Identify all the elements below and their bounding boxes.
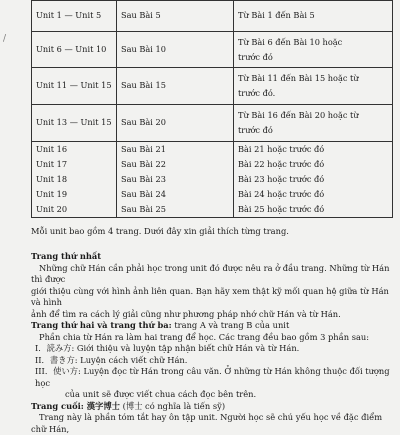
table-row bbox=[32, 68, 393, 105]
cell-from-lesson bbox=[234, 105, 393, 142]
cell-line: Từ Bài 1 đến Bài 5 bbox=[238, 10, 315, 21]
cell-line: Từ Bài 16 đến Bài 20 hoặc từ bbox=[238, 110, 359, 120]
cell-line: Sau Bài 25 bbox=[121, 204, 166, 214]
cell-line: Unit 13 — Unit 15 bbox=[36, 117, 112, 128]
cell-unit-range bbox=[32, 105, 117, 142]
page-1-line-1: Những chữ Hán cần phải học trong unit đó được nêu ra ở đầu trang. Những từ Hán thì được bbox=[31, 262, 390, 284]
item-text: Giới thiệu và luyện tập nhận biết chữ Hán và từ Hán. bbox=[74, 343, 300, 353]
heading-last-page-bold: Trang cuối: 漢字博士 bbox=[31, 400, 120, 411]
cell-after-lesson bbox=[117, 1, 234, 32]
cell-line: Unit 1 — Unit 5 bbox=[36, 10, 102, 21]
cell-line: Bài 22 hoặc trước đó bbox=[238, 159, 325, 169]
cell-unit-range bbox=[32, 68, 117, 105]
cell-from-lesson bbox=[234, 68, 393, 105]
section-item-1 bbox=[31, 343, 395, 355]
cell-from-lesson bbox=[234, 142, 393, 218]
heading-page-2-3-rest: trang A và trang B của unit bbox=[171, 320, 290, 330]
page-1-line-3: ảnh để tìm ra cách lý giải cũng như phương pháp nhớ chữ Hán và từ Hán. bbox=[31, 308, 341, 319]
heading-last-page-rest: (博士 có nghĩa là tiến sỹ) bbox=[119, 400, 226, 411]
item-japanese: 読み方: bbox=[46, 343, 75, 353]
table-row bbox=[32, 142, 393, 218]
item-text: Luyện đọc từ Hán trong câu văn. Ở những từ Hán không thuộc đối tượng học bbox=[35, 366, 390, 388]
table-row bbox=[32, 105, 393, 142]
heading-last-page bbox=[31, 401, 395, 413]
page-descriptions bbox=[31, 251, 395, 435]
heading-page-2-3 bbox=[31, 320, 395, 332]
heading-page-2-3-bold: Trang thứ hai và trang thứ ba: bbox=[31, 320, 172, 330]
cell-line: Sau Bài 5 bbox=[121, 10, 161, 21]
cell-after-lesson bbox=[117, 142, 234, 218]
section-item-2 bbox=[31, 355, 395, 367]
cell-line: Unit 18 bbox=[36, 174, 68, 184]
cell-from-lesson bbox=[234, 32, 393, 68]
cell-line: Bài 23 hoặc trước đó bbox=[238, 174, 325, 184]
cell-line: Sau Bài 24 bbox=[121, 189, 166, 199]
cell-after-lesson bbox=[117, 105, 234, 142]
cell-line: Unit 11 — Unit 15 bbox=[36, 80, 112, 91]
unit-note: Mỗi unit bao gồm 4 trang. Dưới đây xin giải thích từng trang. bbox=[31, 226, 289, 236]
item-japanese: 使い方: bbox=[53, 366, 81, 376]
cell-from-lesson bbox=[234, 1, 393, 32]
cell-line: trước đó bbox=[238, 125, 273, 135]
cell-line: trước đó. bbox=[238, 88, 276, 98]
table-row bbox=[32, 1, 393, 32]
cell-line: Sau Bài 20 bbox=[121, 117, 166, 128]
item-number: I． bbox=[35, 343, 47, 353]
cell-line: Unit 17 bbox=[36, 159, 68, 169]
cell-line: Sau Bài 22 bbox=[121, 159, 166, 169]
cell-line: Từ Bài 6 đến Bài 10 hoặc bbox=[238, 36, 343, 47]
cell-line: Sau Bài 21 bbox=[121, 144, 166, 154]
cell-line: trước đó bbox=[238, 51, 273, 62]
cell-line: Bài 24 hoặc trước đó bbox=[238, 189, 325, 199]
cell-line: Unit 16 bbox=[36, 144, 68, 154]
cell-line: Unit 20 bbox=[36, 204, 68, 214]
unit-schedule-table bbox=[31, 0, 393, 218]
cell-line: Bài 25 hoặc trước đó bbox=[238, 204, 325, 214]
cell-line: Sau Bài 23 bbox=[121, 174, 166, 184]
item-number: II． bbox=[35, 354, 50, 365]
section-item-3 bbox=[31, 366, 395, 389]
cell-unit-range bbox=[32, 1, 117, 32]
cell-unit-range bbox=[32, 142, 117, 218]
cell-line: Bài 21 hoặc trước đó bbox=[238, 144, 325, 154]
cell-line: Unit 19 bbox=[36, 189, 68, 199]
cell-line: Sau Bài 10 bbox=[121, 43, 166, 54]
cell-unit-range bbox=[32, 32, 117, 68]
cell-line: Sau Bài 15 bbox=[121, 80, 166, 91]
last-page-line: Trang này là phần tóm tắt hay ôn tập unit. Người học sẽ chú yếu học về đặc điểm chữ Hán, bbox=[31, 412, 383, 434]
margin-mark: / bbox=[3, 34, 7, 44]
cell-after-lesson bbox=[117, 32, 234, 68]
cell-line: Từ Bài 11 đến Bài 15 hoặc từ bbox=[238, 73, 359, 83]
page-2-3-intro: Phần chia từ Hán ra làm hai trang để học. Các trang đều bao gồm 3 phần sau: bbox=[39, 331, 370, 342]
cell-line: Unit 6 — Unit 10 bbox=[36, 43, 107, 54]
item-japanese: 書き方: bbox=[49, 354, 78, 365]
table-row bbox=[32, 32, 393, 68]
cell-after-lesson bbox=[117, 68, 234, 105]
item-text: Luyện cách viết chữ Hán. bbox=[77, 354, 188, 365]
section-item-3-cont: của unit sẽ được viết chua cách đọc bên trên. bbox=[65, 389, 257, 399]
page-1-line-2: giới thiệu cùng với hình ảnh liên quan. Bạn hãy xem thật kỹ mối quan hệ giữa từ Hán và hình bbox=[31, 285, 389, 307]
heading-page-1: Trang thứ nhất bbox=[31, 251, 102, 261]
item-number: III． bbox=[35, 366, 54, 376]
